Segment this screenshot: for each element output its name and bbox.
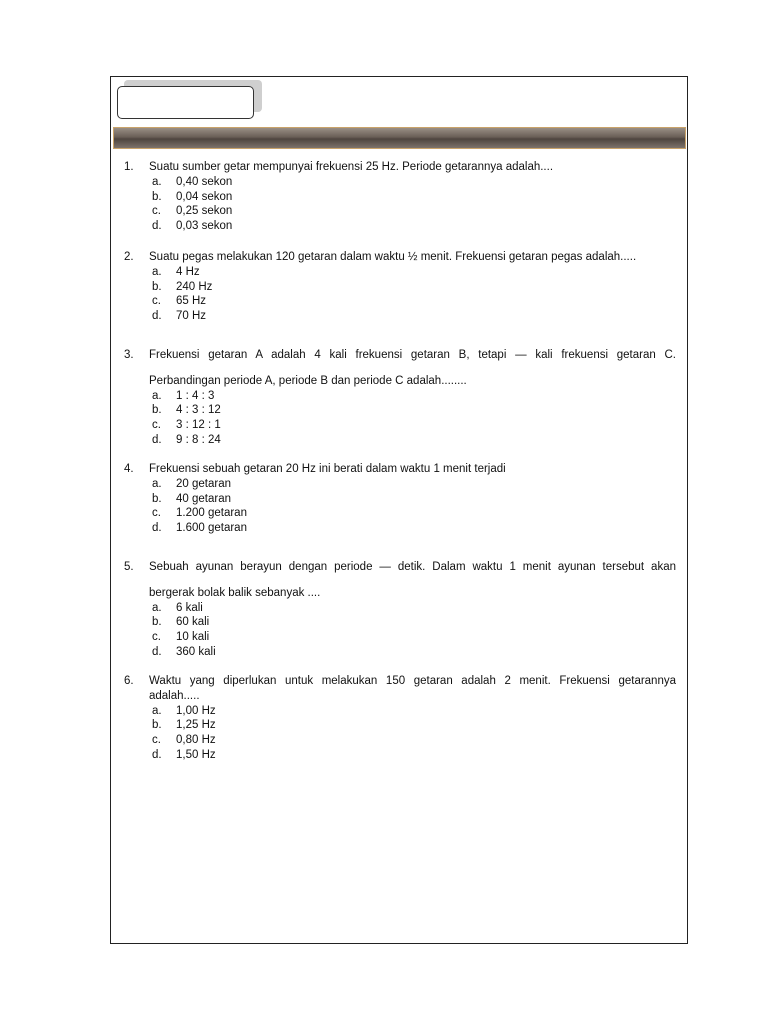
option-a	[152, 175, 676, 190]
question-text: Suatu sumber getar mempunyai frekuensi 25 Hz. Periode getarannya adalah....	[149, 161, 554, 173]
question-text-line-2: bergerak bolak balik sebanyak ....	[149, 586, 321, 599]
question-number: 6.	[124, 675, 134, 687]
option-letter: c.	[152, 507, 161, 520]
option-letter: c.	[152, 419, 161, 432]
option-text: 1 : 4 : 3	[176, 389, 215, 402]
question-text-line-1: Waktu yang diperlukan untuk melakukan 150 getaran adalah 2 menit. Frekuensi getarannya	[149, 675, 676, 687]
options-list	[152, 265, 676, 324]
question-number: 3.	[124, 349, 134, 361]
question-text-line-2: Perbandingan periode A, periode B dan periode C adalah........	[149, 374, 467, 387]
option-b	[152, 280, 676, 295]
option-d	[152, 521, 676, 536]
option-c	[152, 294, 676, 309]
option-letter: c.	[152, 631, 161, 644]
option-letter: b.	[152, 616, 162, 629]
option-letter: b.	[152, 719, 162, 732]
option-text: 1.200 getaran	[176, 507, 247, 520]
question-number: 5.	[124, 561, 134, 573]
option-c	[152, 506, 676, 521]
question-number: 2.	[124, 251, 134, 263]
option-letter: c.	[152, 734, 161, 747]
option-text: 0,03 sekon	[176, 220, 233, 233]
option-b	[152, 403, 676, 418]
option-text: 240 Hz	[176, 280, 213, 293]
header-bar	[113, 127, 686, 149]
option-text: 360 kali	[176, 645, 216, 658]
question-5	[124, 560, 676, 660]
option-d	[152, 748, 676, 763]
option-d	[152, 309, 676, 324]
option-c	[152, 733, 676, 748]
option-d	[152, 645, 676, 660]
option-letter: c.	[152, 205, 161, 218]
question-text-line-1: Frekuensi getaran A adalah 4 kali frekuensi getaran B, tetapi — kali frekuensi getaran C.	[149, 349, 676, 361]
option-a	[152, 389, 676, 404]
option-letter: b.	[152, 492, 162, 505]
option-letter: d.	[152, 310, 162, 323]
option-text: 6 kali	[176, 601, 203, 614]
option-text: 9 : 8 : 24	[176, 433, 221, 446]
option-letter: a.	[152, 477, 162, 490]
option-letter: b.	[152, 190, 162, 203]
title-label-box	[117, 86, 254, 119]
option-text: 4 Hz	[176, 265, 200, 278]
option-text: 10 kali	[176, 631, 210, 644]
option-text: 40 getaran	[176, 492, 231, 505]
option-letter: a.	[152, 389, 162, 402]
option-letter: d.	[152, 522, 162, 535]
option-text: 1.600 getaran	[176, 522, 247, 535]
option-letter: b.	[152, 280, 162, 293]
option-letter: c.	[152, 295, 161, 308]
question-text-line-1: Sebuah ayunan berayun dengan periode — detik. Dalam waktu 1 menit ayunan tersebut akan	[149, 561, 676, 573]
question-text-line-2: adalah.....	[149, 689, 200, 702]
option-a	[152, 704, 676, 719]
question-1	[124, 160, 676, 234]
option-text: 0,80 Hz	[176, 734, 216, 747]
option-text: 0,04 sekon	[176, 190, 233, 203]
option-letter: a.	[152, 175, 162, 188]
option-a	[152, 601, 676, 616]
option-c	[152, 204, 676, 219]
option-b	[152, 615, 676, 630]
option-text: 1,50 Hz	[176, 748, 216, 761]
options-list	[152, 601, 676, 660]
option-b	[152, 718, 676, 733]
option-d	[152, 433, 676, 448]
option-letter: a.	[152, 704, 162, 717]
option-a	[152, 477, 676, 492]
option-a	[152, 265, 676, 280]
option-text: 4 : 3 : 12	[176, 404, 221, 417]
option-b	[152, 492, 676, 507]
options-list	[152, 175, 676, 234]
question-2	[124, 250, 676, 324]
option-letter: d.	[152, 645, 162, 658]
option-letter: b.	[152, 404, 162, 417]
question-6	[124, 674, 676, 763]
option-letter: d.	[152, 748, 162, 761]
option-letter: a.	[152, 601, 162, 614]
question-4	[124, 462, 676, 536]
options-list	[152, 704, 676, 763]
option-letter: d.	[152, 433, 162, 446]
option-b	[152, 190, 676, 205]
option-text: 0,40 sekon	[176, 175, 233, 188]
option-letter: a.	[152, 265, 162, 278]
option-text: 70 Hz	[176, 310, 207, 323]
question-number: 4.	[124, 463, 134, 475]
option-c	[152, 418, 676, 433]
option-text: 65 Hz	[176, 295, 207, 308]
question-text: Frekuensi sebuah getaran 20 Hz ini berati dalam waktu 1 menit terjadi	[149, 463, 506, 475]
option-text: 0,25 sekon	[176, 205, 233, 218]
option-c	[152, 630, 676, 645]
option-text: 20 getaran	[176, 477, 231, 490]
option-text: 1,25 Hz	[176, 719, 216, 732]
question-number: 1.	[124, 161, 134, 173]
option-text: 1,00 Hz	[176, 704, 216, 717]
option-text: 3 : 12 : 1	[176, 419, 221, 432]
option-letter: d.	[152, 220, 162, 233]
question-text: Suatu pegas melakukan 120 getaran dalam waktu ½ menit. Frekuensi getaran pegas adalah.....	[149, 251, 637, 263]
options-list	[152, 389, 676, 448]
option-d	[152, 219, 676, 234]
option-text: 60 kali	[176, 616, 210, 629]
question-3	[124, 348, 676, 448]
options-list	[152, 477, 676, 536]
